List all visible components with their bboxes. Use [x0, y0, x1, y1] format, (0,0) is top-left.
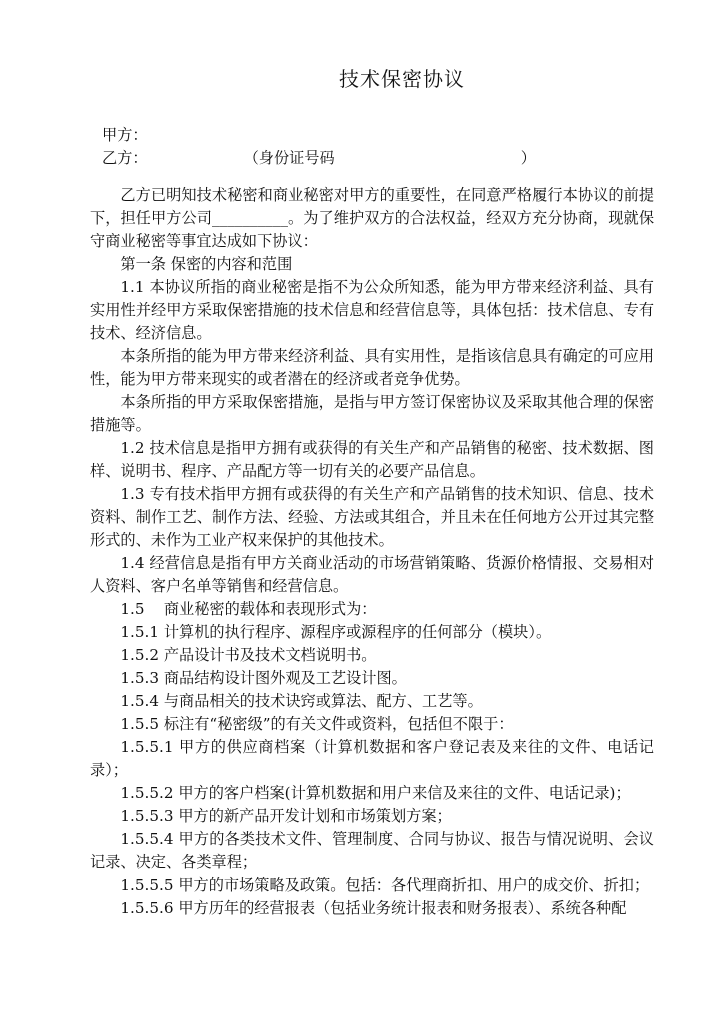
party-a-line: [90, 124, 654, 147]
id-close-paren: ）: [520, 149, 536, 167]
paragraph-1-5: 1.5 商业秘密的载体和表现形式为：: [120, 600, 377, 618]
paragraph-1-1: 1.1 本协议所指的商业秘密是指不为公众所知悉，能为甲方带来经济利益、具有实用性并经甲方采取保密措施的技术信息和经营信息等，具体包括：技术信息、专有技术、经济信息。: [90, 278, 654, 342]
party-b-line: [90, 147, 654, 170]
paragraph-1-5-5-2: 1.5.5.2 甲方的客户档案(计算机数据和用户来信及来往的文件、电话记录)；: [120, 784, 631, 802]
paragraph-1-5-4: 1.5.4 与商品相关的技术诀窍或算法、配方、工艺等。: [120, 692, 483, 710]
page-title: 技术保密协议: [339, 67, 465, 91]
paragraph-1-5-5-5: 1.5.5.5 甲方的市场策略及政策。包括：各代理商折扣、用户的成交价、折扣；: [120, 876, 650, 894]
paragraph-1-5-5: 1.5.5 标注有“秘密级”的有关文件或资料，包括但不限于：: [120, 715, 514, 733]
paragraph-1-5-5-3: 1.5.5.3 甲方的新产品开发计划和市场策划方案；: [120, 807, 452, 825]
paragraph-1-5-5-6: 1.5.5.6 甲方历年的经营报表（包括业务统计报表和财务报表）、系统各种配: [120, 899, 627, 917]
id-number-label: （身份证号码: [243, 149, 335, 167]
paragraph-1-5-1: 1.5.1 计算机的执行程序、源程序或源程序的任何部分（模块）。: [120, 623, 552, 641]
paragraph-1-5-5-4: 1.5.5.4 甲方的各类技术文件、管理制度、合同与协议、报告与情况说明、会议记录、决定、各类章程；: [90, 830, 654, 871]
party-b-label: 乙方：: [102, 149, 148, 167]
paragraph-1-4: 1.4 经营信息是指有甲方关商业活动的市场营销策略、货源价格情报、交易相对人资料、客户名单等销售和经营信息。: [90, 554, 654, 595]
paragraph-1-1-b: 本条所指的甲方采取保密措施，是指与甲方签订保密协议及采取其他合理的保密措施等。: [90, 393, 654, 434]
paragraph-1-5-3: 1.5.3 商品结构设计图外观及工艺设计图。: [120, 669, 407, 687]
paragraph-1-5-2: 1.5.2 产品设计书及技术文档说明书。: [120, 646, 377, 664]
section-heading: 第一条 保密的内容和范围: [120, 255, 293, 273]
paragraph-intro: 乙方已明知技术秘密和商业秘密对甲方的重要性，在同意严格履行本协议的前提下，担任甲方公司__________。为了维护双方的合法权益，经双方充分协商，现就保守商业秘密等事宜达成如下协议：: [90, 186, 654, 250]
paragraph-1-1-a: 本条所指的能为甲方带来经济利益、具有实用性，是指该信息具有确定的可应用性，能为甲方带来现实的或者潜在的经济或者竞争优势。: [90, 347, 654, 388]
paragraph-1-5-5-1: 1.5.5.1 甲方的供应商档案（计算机数据和客户登记表及来往的文件、电话记录）；: [90, 738, 654, 779]
paragraph-1-2: 1.2 技术信息是指甲方拥有或获得的有关生产和产品销售的秘密、技术数据、图样、说明书、程序、产品配方等一切有关的必要产品信息。: [90, 439, 654, 480]
party-a-label: 甲方：: [102, 126, 148, 144]
paragraph-1-3: 1.3 专有技术指甲方拥有或获得的有关生产和产品销售的技术知识、信息、技术资料、制作工艺、制作方法、经验、方法或其组合，并且未在任何地方公开过其完整形式的、未作为工业产权来保护的其他技术。: [90, 485, 654, 549]
